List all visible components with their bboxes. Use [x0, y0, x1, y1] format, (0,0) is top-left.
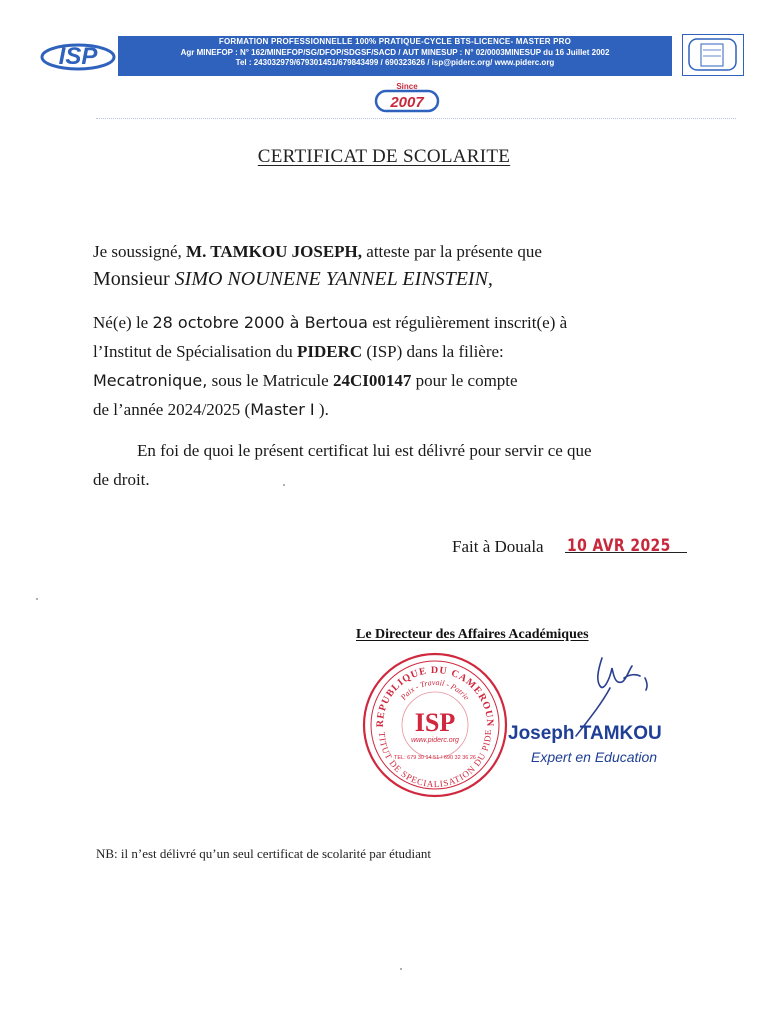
since-badge — [372, 80, 442, 114]
birth-info: 28 octobre 2000 à Bertoua — [152, 313, 368, 332]
director-title: Le Directeur des Affaires Académiques — [356, 627, 589, 642]
signatory-printed-name: Joseph TAMKOU — [508, 723, 662, 744]
program-name: Mecatronique, — [93, 371, 208, 390]
document-title: CERTIFICAT DE SCOLARITE — [257, 146, 511, 167]
intro-text: Je soussigné, — [93, 242, 182, 261]
date-underline — [565, 552, 687, 553]
signatory-role: Expert en Education — [531, 749, 658, 765]
institute-name: PIDERC — [296, 342, 363, 361]
matricule-label: sous le Matricule — [211, 371, 329, 390]
level: Master I — [250, 400, 315, 419]
header-divider — [96, 118, 736, 119]
institute-line — [93, 341, 504, 363]
closing-line-2: de droit. — [93, 470, 150, 489]
birth-line — [93, 312, 567, 334]
certification-line — [93, 241, 542, 263]
scan-speck — [400, 968, 402, 970]
year-label: de l’année 2024/2025 ( — [93, 400, 251, 419]
banner-contacts: Tel : 243032979/679301451/679843499 / 690323626 / isp@piderc.org/ www.piderc.org — [235, 58, 555, 67]
since-year: 2007 — [390, 94, 424, 111]
year-tail: ). — [318, 400, 329, 419]
civility: Monsieur — [93, 268, 170, 290]
born-tail: est régulièrement inscrit(e) à — [372, 313, 568, 332]
institute-tail: (ISP) dans la filière: — [366, 342, 504, 361]
matricule-tail: pour le compte — [415, 371, 518, 390]
seal-phones: TEL: 679 30 14 51 / 690 32 36 26 — [394, 755, 476, 761]
logo-text: ISP — [58, 43, 98, 70]
official-seal — [355, 651, 515, 799]
student-line — [93, 268, 493, 290]
banner-title: FORMATION PROFESSIONNELLE 100% PRATIQUE-CYCLE BTS-LICENCE- MASTER PRO — [218, 37, 572, 46]
closing-line-1: En foi de quoi le présent certificat lui est délivré pour servir ce que — [137, 441, 592, 460]
scan-speck — [36, 598, 38, 600]
born-label: Né(e) le — [93, 313, 149, 332]
academic-year-line — [93, 399, 329, 421]
seal-top-arc: REPUBLIQUE DU CAMEROUN — [374, 664, 496, 728]
matricule-number: 24CI00147 — [332, 371, 412, 390]
seal-bottom-arc: TITUT DE SPECIALISATION DU PIDE — [376, 728, 494, 790]
partner-logo — [682, 34, 744, 76]
header-banner — [118, 36, 672, 76]
date-stamp: 10 AVR 2025 — [567, 536, 671, 556]
footer-note: NB: il n’est délivré qu’un seul certificat de scolarité par étudiant — [96, 846, 431, 861]
program-line — [93, 370, 518, 392]
scan-speck — [283, 484, 285, 486]
place-label: Fait à Douala — [452, 537, 544, 556]
signatory-name: M. TAMKOU JOSEPH, — [186, 242, 363, 261]
intro-tail: atteste par la présente que — [366, 242, 542, 261]
institute-intro: l’Institut de Spécialisation du — [93, 342, 293, 361]
student-name: SIMO NOUNENE YANNEL EINSTEIN, — [174, 268, 493, 290]
banner-accreditation: Agr MINEFOP : N° 162/MINEFOP/SG/DFOP/SDGSF/SACD / AUT MINESUP : N° 02/0003MINESUP du 16 Juillet 2002 — [180, 47, 610, 57]
seal-center-text: ISP — [414, 708, 456, 737]
isp-logo — [40, 38, 116, 74]
seal-website: www.piderc.org — [411, 737, 459, 744]
seal-motto: Paix - Travail - Patrie — [398, 677, 472, 702]
since-label: Since — [396, 82, 418, 91]
